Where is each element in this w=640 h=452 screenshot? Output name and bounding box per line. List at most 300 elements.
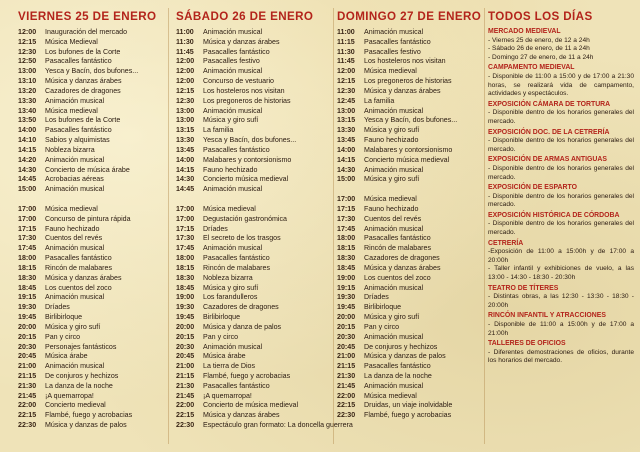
event-name: Música y danzas de palos xyxy=(45,421,127,430)
schedule-row xyxy=(18,166,166,176)
event-time: 17:00 xyxy=(337,195,356,204)
event-time: 21:15 xyxy=(18,371,37,380)
event-time: 18:15 xyxy=(176,263,195,272)
event-name: Animación musical xyxy=(203,244,263,253)
event-name: Los cuentos del zoco xyxy=(45,283,112,292)
event-name: Los pregoneros de historias xyxy=(203,96,291,105)
event-time: 19:45 xyxy=(18,313,37,322)
schedule-row xyxy=(176,205,334,215)
schedule-row xyxy=(337,48,482,58)
activity-detail: - Diferentes demostraciones de oficios, durante los horarios del mercado. xyxy=(488,348,634,365)
schedule-row xyxy=(337,313,482,323)
schedule-row xyxy=(18,284,166,294)
schedule-row xyxy=(18,146,166,156)
schedule-row xyxy=(176,234,334,244)
event-time: 13:20 xyxy=(18,86,37,95)
event-name: La danza de la noche xyxy=(45,381,113,390)
event-name: Animación musical xyxy=(45,185,105,194)
schedule-row xyxy=(176,352,334,362)
schedule-row xyxy=(176,293,334,303)
schedule-row xyxy=(337,234,482,244)
event-name: Yesca y Bacín, dos bufones... xyxy=(45,67,139,76)
schedule-row xyxy=(337,254,482,264)
schedule-row xyxy=(337,333,482,343)
event-time: 20:45 xyxy=(18,352,37,361)
event-name: Música medieval xyxy=(364,195,417,204)
event-time: 19:15 xyxy=(337,283,356,292)
schedule-row xyxy=(18,411,166,421)
event-time: 17:00 xyxy=(18,214,37,223)
event-name: Yesca y Bacín, dos bufones... xyxy=(203,136,297,145)
column-divider xyxy=(168,8,169,444)
event-name: Música y danzas árabes xyxy=(364,263,441,272)
event-name: Pasacalles festivo xyxy=(364,47,421,56)
event-name: Flambé, fuego y acrobacias xyxy=(203,371,291,380)
schedule-row xyxy=(18,48,166,58)
event-time: 18:00 xyxy=(18,254,37,263)
event-time: 22:30 xyxy=(176,421,195,430)
event-name: Pasacalles fantástico xyxy=(203,47,270,56)
event-name: Animación musical xyxy=(364,28,424,36)
event-name: Personajes fantásticos xyxy=(45,342,117,351)
event-time: 21:15 xyxy=(176,371,195,380)
everyday-header: TODOS LOS DÍAS xyxy=(488,10,593,23)
event-time: 11:00 xyxy=(337,28,355,36)
activity-section xyxy=(488,285,634,311)
event-name: Los hosteleros nos visitan xyxy=(203,86,285,95)
event-time: 17:15 xyxy=(337,204,356,213)
event-name: Música y danzas árabes xyxy=(45,273,122,282)
schedule-row xyxy=(18,362,166,372)
activity-detail: - Disponible dentro de los horarios generales del mercado. xyxy=(488,137,634,153)
schedule-row xyxy=(176,303,334,313)
activity-title: EXPOSICIÓN CÁMARA DE TORTURA xyxy=(488,100,611,108)
event-time: 20:45 xyxy=(337,342,356,351)
schedule-row xyxy=(337,264,482,274)
event-name: Música Medieval xyxy=(45,37,98,46)
schedule-row xyxy=(18,323,166,333)
schedule-row xyxy=(337,97,482,107)
activity-title: EXPOSICIÓN DE ARMAS ANTIGUAS xyxy=(488,156,607,164)
activity-detail: - Distintas obras, a las 12:30 - 13:30 - 18:30 - 20:00h xyxy=(488,293,634,309)
schedule-row xyxy=(18,293,166,303)
activity-detail: - Disponible dentro de los horarios generales del mercado. xyxy=(488,164,634,181)
event-name: Cuentos del revés xyxy=(45,234,103,243)
event-time: 14:45 xyxy=(18,175,37,184)
event-name: Concierto música medieval xyxy=(203,175,289,184)
event-name: ¡A quemarropa! xyxy=(203,391,252,400)
schedule-row xyxy=(337,175,482,185)
event-time: 20:45 xyxy=(176,352,195,361)
event-time: 12:15 xyxy=(176,86,195,95)
activity-title: EXPOSICIÓN DE ESPARTO xyxy=(488,184,577,192)
event-time: 12:00 xyxy=(176,67,195,76)
event-name: Yesca y Bacín, dos bufones... xyxy=(364,116,458,125)
event-time: 13:15 xyxy=(337,116,356,125)
activity-detail: -Exposición de 11:00 a 15:00h y de 17:00 a 20:00h xyxy=(488,248,634,264)
schedule-row xyxy=(337,136,482,146)
schedule-row xyxy=(176,97,334,107)
event-name: Animación musical xyxy=(45,244,105,253)
schedule-row xyxy=(176,333,334,343)
event-time: 12:15 xyxy=(18,37,37,46)
schedule-row xyxy=(176,284,334,294)
event-name: Malabares y contorsionismo xyxy=(203,155,292,164)
schedule-row xyxy=(18,244,166,254)
event-time: 13:00 xyxy=(18,67,37,76)
schedule-row xyxy=(18,38,166,48)
event-time: 19:00 xyxy=(337,273,356,282)
activity-detail: - Disponible dentro de los horarios generales del mercado. xyxy=(488,192,634,209)
event-name: Cazadores de dragones xyxy=(45,86,121,95)
event-time: 20:00 xyxy=(18,322,37,331)
event-time: 18:00 xyxy=(176,254,195,263)
activity-title: EXPOSICIÓN HISTÓRICA DE CÓRDOBA xyxy=(488,211,620,219)
schedule-row xyxy=(337,67,482,77)
event-name: Dríades xyxy=(45,303,70,312)
activity-section xyxy=(488,184,634,210)
event-time: 13:30 xyxy=(337,126,356,135)
event-time: 21:00 xyxy=(176,362,195,371)
event-time: 13:15 xyxy=(176,126,195,135)
event-name: Rincón de malabares xyxy=(364,244,432,253)
event-name: Fauno hechizado xyxy=(364,136,419,145)
event-time: 17:30 xyxy=(337,214,356,223)
schedule-row xyxy=(337,323,482,333)
event-name: Música medieval xyxy=(364,391,417,400)
event-name: Animación musical xyxy=(203,67,263,76)
event-name: ¡A quemarropa! xyxy=(45,391,94,400)
event-name: Animación musical xyxy=(364,283,424,292)
schedule-row xyxy=(176,28,334,38)
event-name: Música y giro sufí xyxy=(45,322,101,331)
schedule-row xyxy=(337,205,482,215)
event-name: Malabares y contorsionismo xyxy=(364,145,453,154)
event-time: 19:30 xyxy=(18,303,37,312)
schedule-row xyxy=(18,116,166,126)
event-name: Música medieval xyxy=(45,204,98,213)
friday-header: VIERNES 25 DE ENERO xyxy=(18,10,157,23)
schedule-row xyxy=(337,382,482,392)
event-name: Inauguración del mercado xyxy=(45,28,128,36)
event-name: Rincón de malabares xyxy=(203,263,271,272)
activity-title: CETRERÍA xyxy=(488,239,524,247)
schedule-row xyxy=(176,146,334,156)
schedule-row xyxy=(176,362,334,372)
event-name: Pasacalles fantástico xyxy=(45,126,112,135)
schedule-row xyxy=(18,392,166,402)
event-name: Fauno hechizado xyxy=(45,224,100,233)
event-time: 13:00 xyxy=(176,116,195,125)
event-time: 11:15 xyxy=(337,37,355,46)
event-time: 17:30 xyxy=(176,234,195,243)
schedule-row xyxy=(176,87,334,97)
schedule-row xyxy=(176,313,334,323)
schedule-row xyxy=(337,195,482,205)
schedule-row xyxy=(176,107,334,117)
event-name: Música y giro sufí xyxy=(364,175,420,184)
event-name: Animación musical xyxy=(364,224,424,233)
schedule-row xyxy=(18,264,166,274)
event-name: Los farandulleros xyxy=(203,293,258,302)
schedule-row xyxy=(337,107,482,117)
event-time: 21:45 xyxy=(176,391,195,400)
event-name: Pasacalles fantástico xyxy=(364,362,431,371)
event-name: Música y danzas árabes xyxy=(45,77,122,86)
event-name: Música y danzas de palos xyxy=(364,352,446,361)
event-time: 20:30 xyxy=(337,332,356,341)
event-name: Concurso de vestuario xyxy=(203,77,274,86)
activity-detail: - Taller infantil y exhibiciones de vuelo, a las 13:00 - 14:30 - 18:30 - 20:30h xyxy=(488,265,634,282)
schedule-row xyxy=(337,57,482,67)
event-name: Los cuentos del zoco xyxy=(364,273,431,282)
event-time: 19:45 xyxy=(176,313,195,322)
event-name: Pasacalles fantástico xyxy=(45,57,112,66)
event-time: 17:45 xyxy=(176,244,195,253)
event-time: 22:15 xyxy=(176,411,195,420)
event-name: Nobleza bizarra xyxy=(203,273,253,282)
schedule-row xyxy=(18,303,166,313)
event-time: 21:00 xyxy=(18,362,37,371)
event-name: Los bufones de la Corte xyxy=(45,47,121,56)
event-time: 17:15 xyxy=(176,224,195,233)
event-name: Concurso de pintura rápida xyxy=(45,214,131,223)
activity-detail: - Sábado 26 de enero, de 11 a 24h xyxy=(488,45,590,53)
event-name: Flambé, fuego y acrobacias xyxy=(45,411,133,420)
event-time: 19:30 xyxy=(176,303,195,312)
schedule-row xyxy=(18,175,166,185)
column-divider xyxy=(484,8,485,444)
event-name: Los pregoneros de historias xyxy=(364,77,452,86)
event-time: 13:45 xyxy=(337,136,356,145)
event-time: 21:30 xyxy=(176,381,195,390)
event-time: 12:00 xyxy=(176,77,195,86)
event-name: Animación musical xyxy=(203,28,263,36)
schedule-row xyxy=(337,215,482,225)
event-time: 11:30 xyxy=(176,37,194,46)
activity-section xyxy=(488,312,634,338)
event-name: Concierto música medieval xyxy=(364,155,450,164)
event-name: Dríades xyxy=(203,224,228,233)
schedule-row xyxy=(337,146,482,156)
event-name: Música y danzas árabes xyxy=(203,411,280,420)
event-time: 13:40 xyxy=(18,106,37,115)
schedule-row xyxy=(18,343,166,353)
event-name: Música medieval xyxy=(45,106,98,115)
event-time: 11:45 xyxy=(176,47,194,56)
schedule-row xyxy=(337,372,482,382)
schedule-row xyxy=(18,333,166,343)
event-time: 11:30 xyxy=(337,47,355,56)
event-name: El secreto de los trasgos xyxy=(203,234,281,243)
activity-detail: - Disponible de 11:00 a 15:00 y de 17:00 a 21:30 horas, se realizará vida de campamento, actividades y espectáculos. xyxy=(488,72,634,98)
event-time: 22:15 xyxy=(337,401,356,410)
event-time: 21:45 xyxy=(18,391,37,400)
schedule-row xyxy=(337,392,482,402)
schedule-row xyxy=(337,362,482,372)
schedule-row xyxy=(18,57,166,67)
everyday-column xyxy=(488,0,634,368)
event-name: Animación musical xyxy=(45,155,105,164)
schedule-row xyxy=(18,215,166,225)
sunday-header: DOMINGO 27 DE ENERO xyxy=(337,10,482,23)
schedule-row xyxy=(176,175,334,185)
event-name: Cuentos del revés xyxy=(364,214,422,223)
schedule-row xyxy=(18,234,166,244)
event-name: Pasacalles festivo xyxy=(203,57,260,66)
event-time: 11:45 xyxy=(337,57,355,66)
schedule-row xyxy=(337,38,482,48)
event-name: Animación musical xyxy=(203,106,263,115)
schedule-row xyxy=(337,274,482,284)
schedule-row xyxy=(18,87,166,97)
event-name: Acrobacias aéreas xyxy=(45,175,104,184)
schedule-row xyxy=(337,87,482,97)
event-name: Flambé, fuego y acrobacias xyxy=(364,411,452,420)
schedule-row xyxy=(176,244,334,254)
schedule-row xyxy=(337,77,482,87)
schedule-row xyxy=(176,166,334,176)
event-name: Birlibirloque xyxy=(203,313,241,322)
sunday-column xyxy=(337,0,482,421)
schedule-row xyxy=(176,116,334,126)
schedule-row xyxy=(337,28,482,38)
event-time: 14:15 xyxy=(18,145,37,154)
schedule-row xyxy=(18,254,166,264)
event-time: 21:30 xyxy=(18,381,37,390)
event-time: 15:00 xyxy=(337,175,356,184)
activity-section xyxy=(488,101,634,127)
event-time: 20:30 xyxy=(18,342,37,351)
event-time: 22:30 xyxy=(337,411,356,420)
event-name: De conjuros y hechizos xyxy=(364,342,438,351)
event-time: 14:00 xyxy=(18,126,37,135)
event-name: Pasacalles fantástico xyxy=(203,381,270,390)
event-time: 18:45 xyxy=(337,263,356,272)
event-time: 18:45 xyxy=(18,283,37,292)
schedule-row xyxy=(337,244,482,254)
event-name: Música y danzas árabes xyxy=(364,86,441,95)
event-time: 14:00 xyxy=(337,145,356,154)
event-name: Pan y circo xyxy=(45,332,81,341)
activity-detail: - Domingo 27 de enero, de 11 a 24h xyxy=(488,53,594,61)
schedule-row xyxy=(176,372,334,382)
event-name: Pasacalles fantástico xyxy=(45,254,112,263)
schedule-row xyxy=(337,303,482,313)
event-name: Los bufones de la Corte xyxy=(45,116,121,125)
event-time: 14:45 xyxy=(176,185,195,194)
event-time: 21:30 xyxy=(337,371,356,380)
event-time: 17:00 xyxy=(176,214,195,223)
event-time: 14:10 xyxy=(18,136,37,145)
schedule-row xyxy=(176,323,334,333)
event-time: 17:45 xyxy=(18,244,37,253)
schedule-row xyxy=(337,352,482,362)
event-name: Música y giro sufí xyxy=(203,116,259,125)
schedule-row xyxy=(18,352,166,362)
event-time: 18:30 xyxy=(18,273,37,282)
schedule-gap xyxy=(337,185,482,195)
event-time: 20:30 xyxy=(176,342,195,351)
event-name: Música medieval xyxy=(364,67,417,76)
event-time: 14:15 xyxy=(337,155,356,164)
event-name: Druidas, un viaje inolvidable xyxy=(364,401,453,410)
schedule-row xyxy=(337,284,482,294)
schedule-row xyxy=(337,411,482,421)
schedule-row xyxy=(176,382,334,392)
column-divider xyxy=(333,8,334,444)
event-time: 20:15 xyxy=(18,332,37,341)
schedule-row xyxy=(176,215,334,225)
event-time: 13:45 xyxy=(176,145,195,154)
event-time: 18:15 xyxy=(18,263,37,272)
event-name: Rincón de malabares xyxy=(45,263,113,272)
event-name: Animación musical xyxy=(364,165,424,174)
schedule-row xyxy=(176,343,334,353)
friday-schedule xyxy=(18,28,166,431)
event-time: 13:00 xyxy=(337,106,356,115)
friday-column xyxy=(18,0,166,431)
event-time: 17:00 xyxy=(18,204,37,213)
schedule-row xyxy=(176,254,334,264)
event-name: Los hosteleros nos visitan xyxy=(364,57,446,66)
activity-section xyxy=(488,340,634,366)
sunday-schedule xyxy=(337,28,482,421)
schedule-row xyxy=(18,421,166,431)
schedule-gap xyxy=(176,195,334,205)
activity-section xyxy=(488,240,634,283)
event-name: Música y danzas árabes xyxy=(203,37,280,46)
schedule-row xyxy=(176,136,334,146)
schedule-row xyxy=(176,392,334,402)
event-time: 21:45 xyxy=(337,381,356,390)
event-name: La tierra de Dios xyxy=(203,362,256,371)
event-time: 18:15 xyxy=(337,244,356,253)
event-name: Pan y circo xyxy=(203,332,239,341)
schedule-row xyxy=(18,107,166,117)
activity-detail: - Viernes 25 de enero, de 12 a 24h xyxy=(488,36,590,44)
activity-detail: - Disponible de 11:00 a 15:00h y de 17:00 a 21:00h xyxy=(488,321,634,337)
event-name: Fauno hechizado xyxy=(364,204,419,213)
event-time: 15:00 xyxy=(18,185,37,194)
schedule-row xyxy=(18,126,166,136)
event-time: 22:00 xyxy=(337,391,356,400)
event-name: De conjuros y hechizos xyxy=(45,371,119,380)
event-name: Animación musical xyxy=(45,293,105,302)
activity-section xyxy=(488,212,634,238)
event-time: 14:30 xyxy=(176,175,195,184)
schedule-row xyxy=(337,293,482,303)
event-name: Pasacalles fantástico xyxy=(203,254,270,263)
schedule-row xyxy=(337,156,482,166)
activity-detail: - Disponible dentro de los horarios generales del mercado. xyxy=(488,220,634,237)
activity-title: TEATRO DE TÍTERES xyxy=(488,284,559,292)
schedule-row xyxy=(18,205,166,215)
schedule-row xyxy=(337,343,482,353)
event-time: 18:45 xyxy=(176,283,195,292)
activity-title: MERCADO MEDIEVAL xyxy=(488,28,561,35)
event-time: 14:30 xyxy=(337,165,356,174)
event-name: Pan y circo xyxy=(364,322,400,331)
event-name: La familia xyxy=(203,126,234,135)
activity-section xyxy=(488,64,634,98)
schedule-row xyxy=(18,28,166,38)
event-name: Sabios y alquimistas xyxy=(45,136,110,145)
event-name: Pasacalles fantástico xyxy=(203,145,270,154)
activity-section xyxy=(488,129,634,155)
activity-title: TALLERES DE OFICIOS xyxy=(488,340,566,348)
event-name: Animación musical xyxy=(364,381,424,390)
